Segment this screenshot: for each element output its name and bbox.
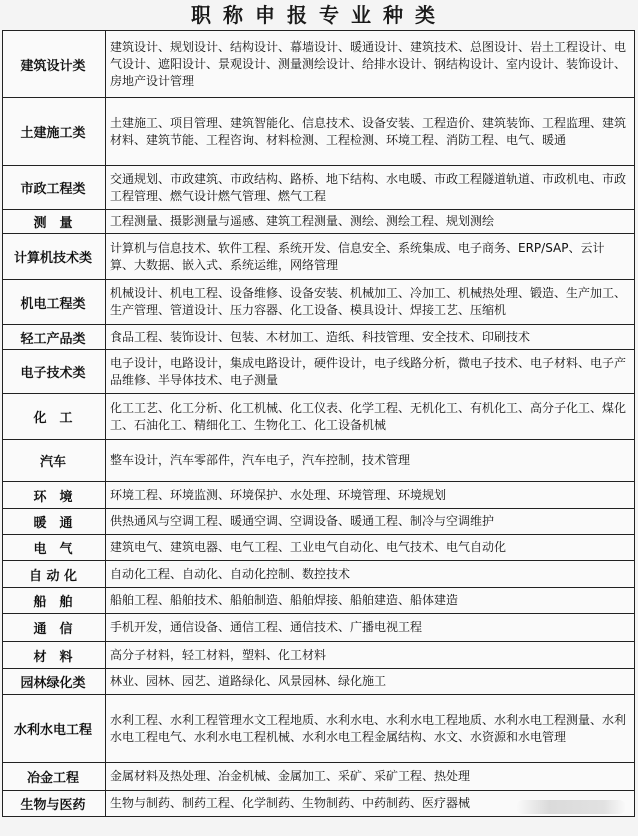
specialty-list: 生物与制药、制药工程、化学制药、生物制药、中药制药、医疗器械 [106,791,635,817]
specialty-list: 金属材料及热处理、冶金机械、金属加工、采矿、采矿工程、热处理 [106,763,635,791]
specialty-list: 环境工程、环境监测、环境保护、水处理、环境管理、环境规划 [106,482,635,509]
category-name: 冶金工程 [3,763,106,791]
table-row [3,325,635,350]
specialty-list: 船舶工程、船舶技术、船舶制造、船舶焊接、船舶建造、船体建造 [106,588,635,614]
category-name: 环 境 [3,482,106,509]
category-name: 市政工程类 [3,166,106,210]
table-row [3,440,635,482]
specialty-list: 建筑设计、规划设计、结构设计、幕墙设计、暖通设计、建筑技术、总图设计、岩土工程设计、电气设计、遮阳设计、景观设计、测量测绘设计、给排水设计、钢结构设计、室内设计、装饰设计、房地产设计管理 [106,31,635,98]
table-row [3,695,635,763]
category-name: 生物与医药 [3,791,106,817]
page-title: 职称申报专业种类 [191,3,447,27]
table-row [3,98,635,166]
table-row [3,561,635,588]
category-name: 测 量 [3,210,106,234]
table-row [3,642,635,669]
category-table [2,30,635,817]
category-name: 计算机技术类 [3,234,106,280]
category-name: 化 工 [3,394,106,440]
category-name: 暖 通 [3,509,106,535]
table-row [3,31,635,98]
category-name: 电 气 [3,535,106,561]
category-name: 通 信 [3,614,106,642]
table-row [3,350,635,394]
category-name: 汽车 [3,440,106,482]
blurred-watermark [516,800,626,814]
specialty-list: 化工工艺、化工分析、化工机械、化工仪表、化学工程、无机化工、有机化工、高分子化工、煤化工、石油化工、精细化工、生物化工、化工设备机械 [106,394,635,440]
specialty-list: 供热通风与空调工程、暖通空调、空调设备、暖通工程、制冷与空调维护 [106,509,635,535]
specialty-list: 自动化工程、自动化、自动化控制、数控技术 [106,561,635,588]
category-name: 船 舶 [3,588,106,614]
specialty-list: 高分子材料，轻工材料，塑料、化工材料 [106,642,635,669]
specialty-list: 食品工程、装饰设计、包装、木材加工、造纸、科技管理、安全技术、印刷技术 [106,325,635,350]
table-row [3,166,635,210]
category-name: 轻工产品类 [3,325,106,350]
specialty-list: 工程测量、摄影测量与遥感、建筑工程测量、测绘、测绘工程、规划测绘 [106,210,635,234]
table-row [3,280,635,325]
table-row [3,210,635,234]
category-name: 机电工程类 [3,280,106,325]
specialty-list: 机械设计、机电工程、设备维修、设备安装、机械加工、冷加工、机械热处理、锻造、生产加工、生产管理、管道设计、压力容器、化工设备、模具设计、焊接工艺、压缩机 [106,280,635,325]
specialty-list: 计算机与信息技术、软件工程、系统开发、信息安全、系统集成、电子商务、ERP/SAP、云计算、大数据、嵌入式、系统运维，网络管理 [106,234,635,280]
specialty-list: 电子设计，电路设计，集成电路设计，硬件设计，电子线路分析，微电子技术、电子材料、电子产品维修、半导体技术、电子测量 [106,350,635,394]
specialty-list: 土建施工、项目管理、建筑智能化、信息技术、设备安装、工程造价、建筑装饰、工程监理、建筑材料、建筑节能、工程咨询、材料检测、工程检测、环境工程、消防工程、电气、暖通 [106,98,635,166]
specialty-list: 整车设计，汽车零部件，汽车电子，汽车控制，技术管理 [106,440,635,482]
specialty-list: 建筑电气、建筑电器、电气工程、工业电气自动化、电气技术、电气自动化 [106,535,635,561]
table-row [3,669,635,695]
category-name: 建筑设计类 [3,31,106,98]
table-row [3,234,635,280]
table-row [3,588,635,614]
category-name: 自 动 化 [3,561,106,588]
category-name: 材 料 [3,642,106,669]
table-row [3,763,635,791]
table-row [3,535,635,561]
category-name: 电子技术类 [3,350,106,394]
specialty-list: 水利工程、水利工程管理水文工程地质、水利水电、水利水电工程地质、水利水电工程测量、水利水电工程电气、水利水电工程机械、水利水电工程金属结构、水文、水资源和水电管理 [106,695,635,763]
category-name: 土建施工类 [3,98,106,166]
table-row [3,509,635,535]
specialty-list: 林业、园林、园艺、道路绿化、风景园林、绿化施工 [106,669,635,695]
category-name: 水利水电工程 [3,695,106,763]
specialty-list: 交通规划、市政建筑、市政结构、路桥、地下结构、水电暖、市政工程隧道轨道、市政机电、市政工程管理、燃气设计燃气管理、燃气工程 [106,166,635,210]
specialty-list: 手机开发，通信设备、通信工程、通信技术、广播电视工程 [106,614,635,642]
category-name: 园林绿化类 [3,669,106,695]
table-row [3,614,635,642]
table-row [3,394,635,440]
table-row [3,482,635,509]
